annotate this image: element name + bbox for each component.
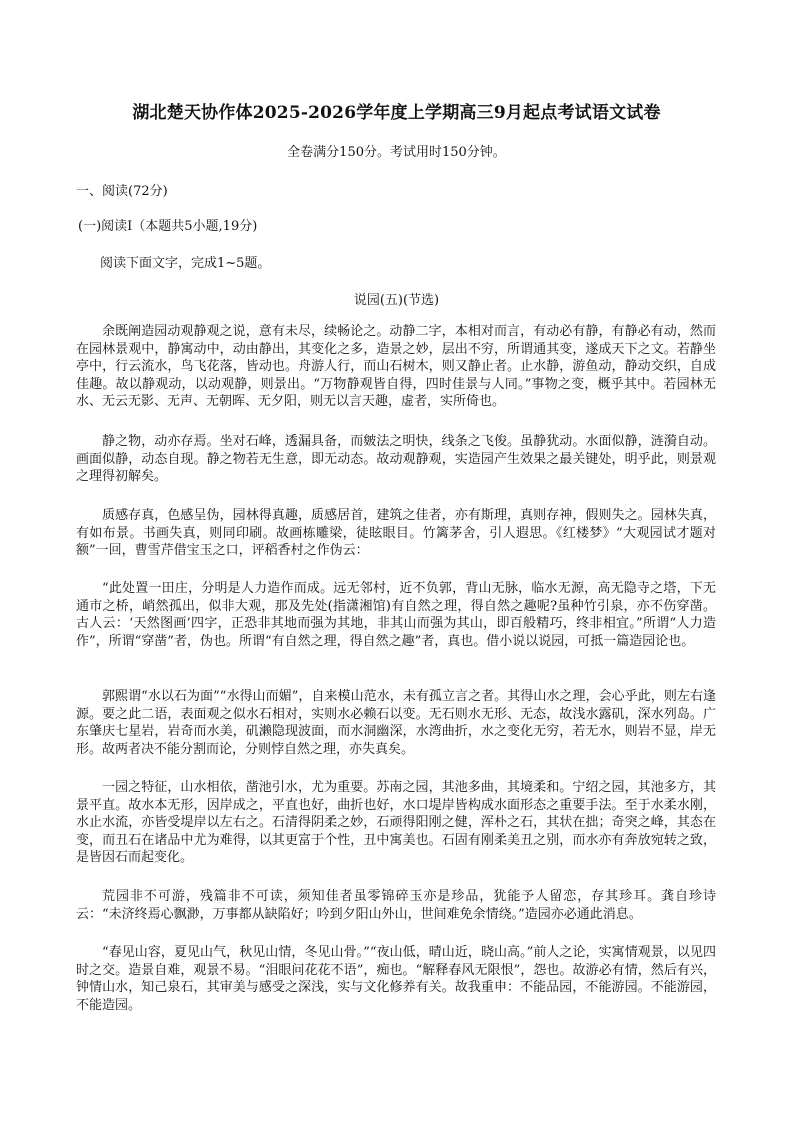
- section-heading: 一、阅读(72分): [76, 184, 168, 199]
- essay-paragraph: 一园之特征，山水相依，凿池引水，尤为重要。苏南之园，其池多曲，其境柔和。宁绍之园，其池多方，其景平直。故水本无形，因岸成之，平直也好，曲折也好，水口堤岸皆构成水面形态之重要手法。至于水柔水刚，水止水流，亦皆受堤岸以左右之。石清得阴柔之妙，石顽得阳刚之健，浑朴之石，其状在拙；奇突之峰，其态在变，而丑石在诸品中尤为难得，以其更富于个性，丑中寓美也。石固有刚柔美丑之别，而水亦有奔放宛转之致，是皆因石而起变化。: [76, 780, 716, 866]
- essay-title: 说园(五)(节选): [353, 293, 440, 308]
- essay-paragraph: “春见山容，夏见山气，秋见山情，冬见山骨。”“夜山低，晴山近，晓山高。”前人之论，实寓情观景，以见四时之交。造景自难，观景不易。“泪眼问花花不语”，痴也。“解释春风无限恨”，怨也。故游必有情，然后有兴，钟情山水，知己泉石，其审美与感受之深浅，实与文化修养有关。故我重申：不能品园，不能游园。不能游园，不能造园。: [76, 945, 716, 1013]
- essay-paragraph: “此处置一田庄，分明是人力造作而成。远无邻村，近不负郭，背山无脉，临水无源，高无隐寺之塔，下无通市之桥，峭然孤出，似非大观，那及先处(指潇湘馆)有自然之理，得自然之趣呢?虽种竹引泉，亦不伤穿凿。古人云：‘天然图画’四字，正恐非其地而强为其地，非其山而强为其山，即百般精巧，终非相宜。”所谓“人力造作”，所谓“穿凿”者，伪也。所谓“有自然之理，得自然之趣”者，真也。借小说以说园，可抵一篇造园论也。: [76, 581, 716, 649]
- reading-instruction: 阅读下面文字，完成1~5题。: [100, 256, 271, 271]
- essay-paragraph: 静之物，动亦存焉。坐对石峰，透漏具备，而皴法之明快，线条之飞俊。虽静犹动。水面似静，涟漪自动。画面似静，动态自现。静之物若无生意，即无动态。故动观静观，实造园产生效果之最关键处，明乎此，则景观之理得初解矣。: [76, 434, 716, 485]
- subsection-heading: (一)阅读Ⅰ（本题共5小题,19分): [78, 219, 258, 234]
- essay-paragraph: 质感存真，色感呈伪，园林得真趣，质感居首，建筑之佳者，亦有斯理，真则存神，假则失之。园林失真，有如布景。书画失真，则同印刷。故画栋雕梁，徒眩眼目。竹篱茅舍，引人遐思。《红楼梦》“大观园试才题对额”一回，曹雪芹借宝玉之口，评稻香村之作伪云：: [76, 508, 716, 559]
- essay-paragraph: 荒园非不可游，残篇非不可读，须知佳者虽零锦碎玉亦是珍品，犹能予人留恋，存其珍耳。龚自珍诗云：“未济终焉心飘渺，万事都从缺陷好；吟到夕阳山外山，世间难免余情绕。”造园亦必通此消息。: [76, 889, 716, 922]
- exam-title: 湖北楚天协作体2025-2026学年度上学期高三9月起点考试语文试卷: [132, 103, 661, 123]
- exam-subtitle: 全卷满分150分。考试用时150分钟。: [287, 145, 506, 160]
- essay-paragraph: 余既阐造园动观静观之说，意有未尽，续畅论之。动静二字，本相对而言，有动必有静，有静必有动，然而在园林景观中，静寓动中，动由静出，其变化之多，造景之妙，层出不穷，所谓通其变，遂成天下之文。若静坐亭中，行云流水，鸟飞花落，皆动也。舟游人行，而山石树木，则又静止者。止水静，游鱼动，静动交织，自成佳趣。故以静观动，以动观静，则景出。“万物静观皆自得，四时佳景与人同。”事物之变，概乎其中。若园林无水、无云无影、无声、无朝晖、无夕阳，则无以言天趣，虚者，实所倚也。: [76, 324, 716, 410]
- essay-paragraph: 郭熙谓“水以石为面”“水得山而媚”，自来模山范水，未有孤立言之者。其得山水之理，会心乎此，则左右逢源。要之此二语，表面观之似水石相对，实则水必赖石以变。无石则水无形、无态，故浅水露矶，深水列岛。广东肇庆七星岩，岩奇而水美，矶濑隐现波面，而水洞幽深，水湾曲折，水之变化无穷，若无水，则岩不显，岸无形。故两者决不能分割而论，分则悖自然之理，亦失真矣。: [76, 689, 716, 757]
